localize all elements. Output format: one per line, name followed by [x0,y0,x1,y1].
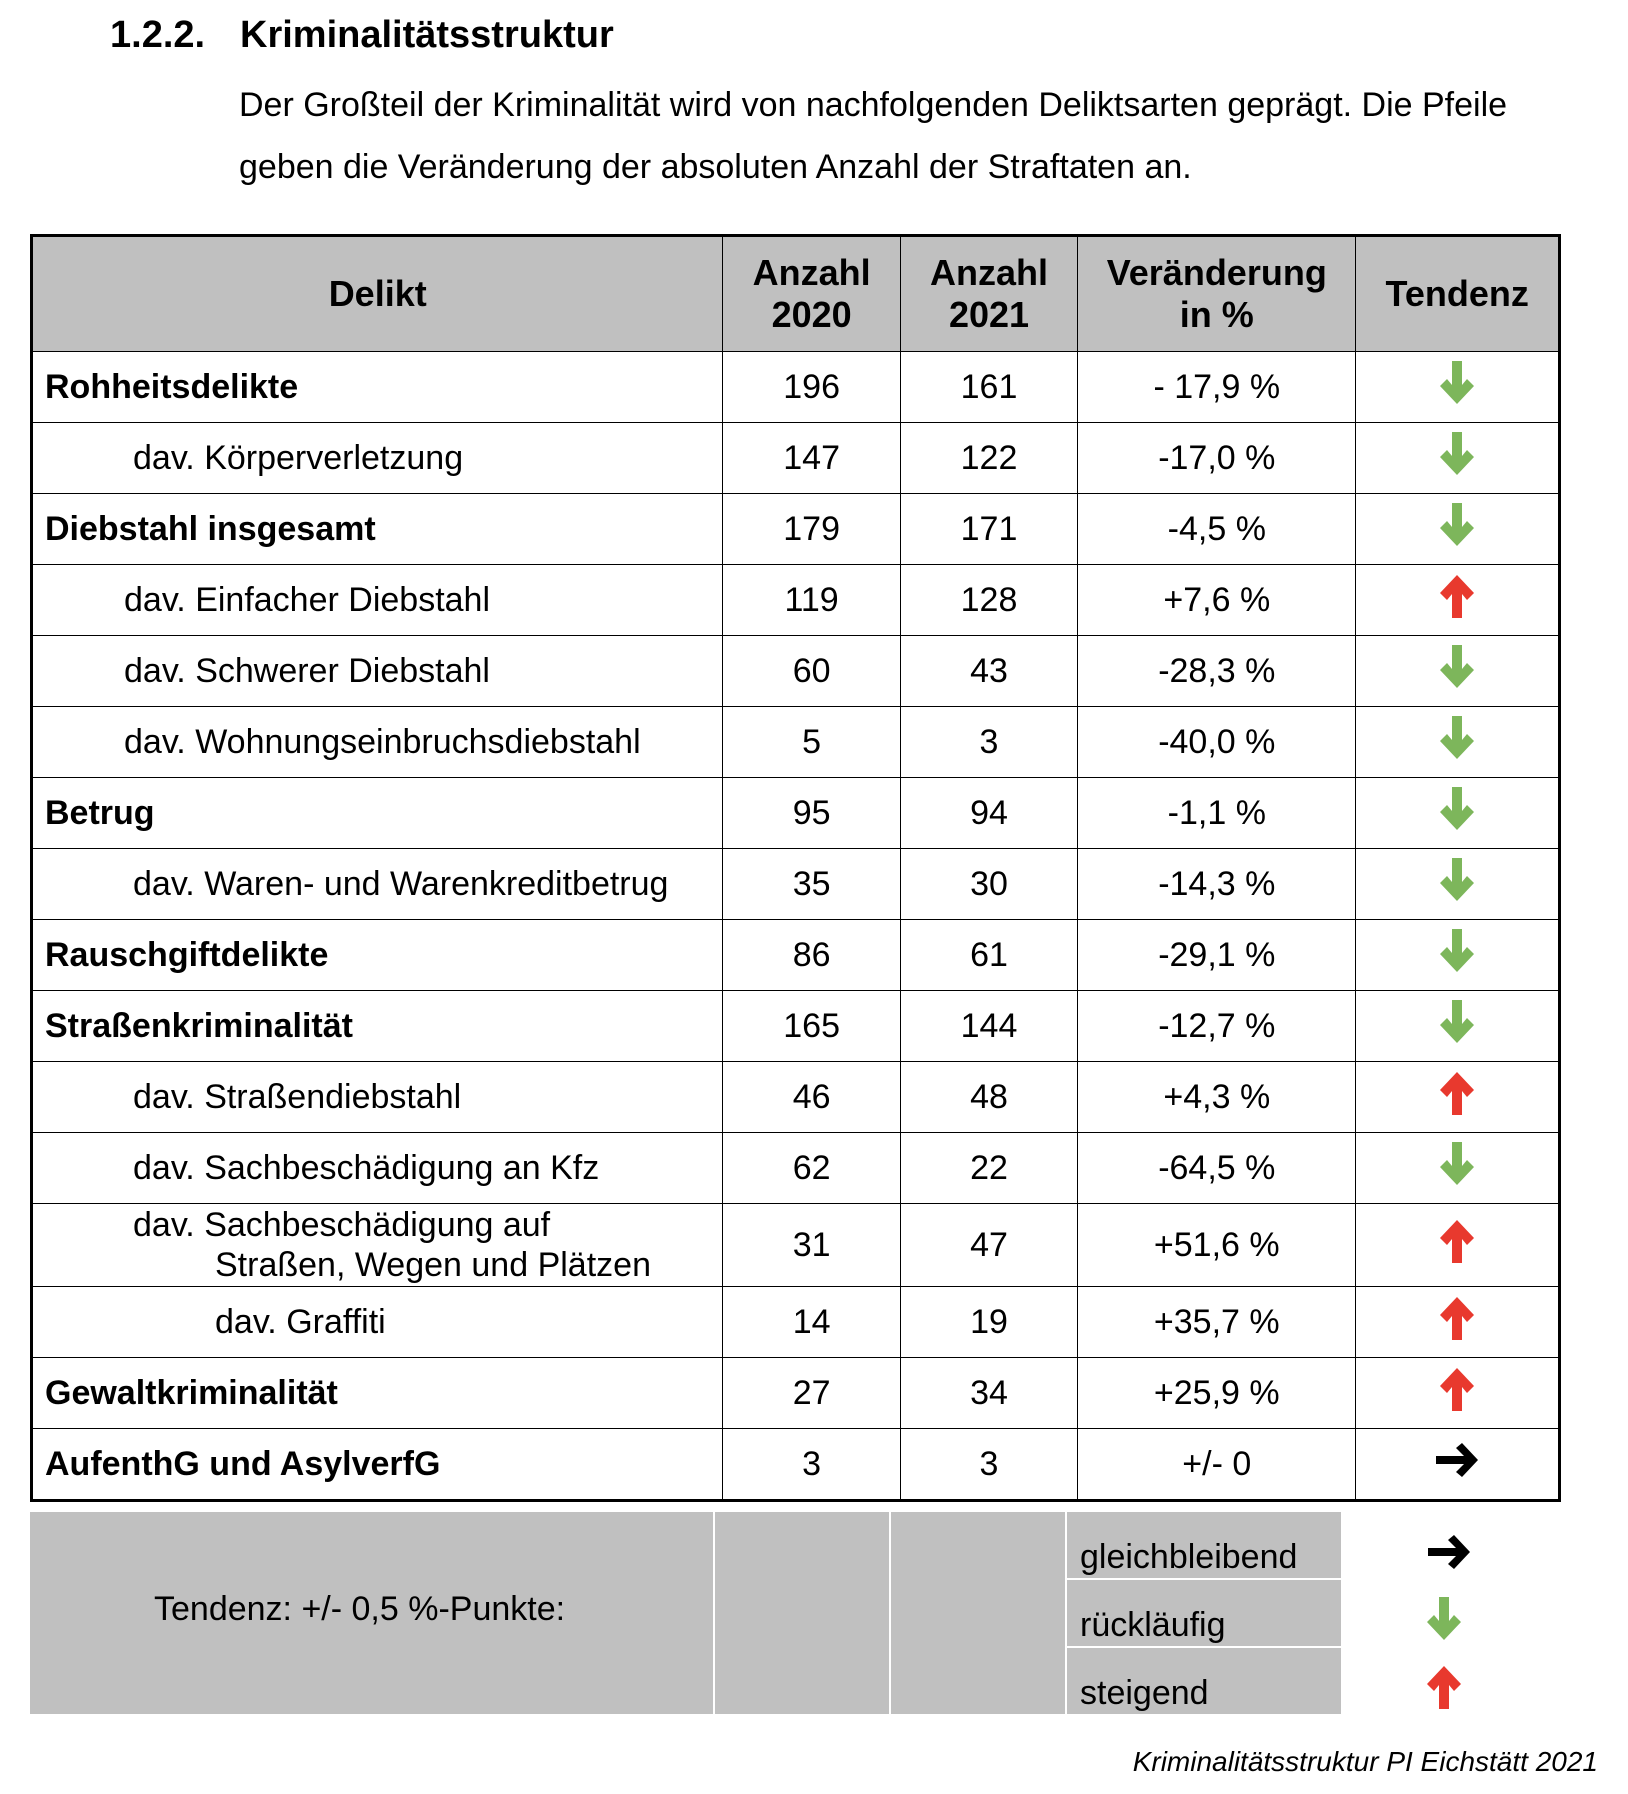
trend-cell [1356,352,1560,423]
count-2021-cell: 128 [900,565,1077,636]
change-cell: -64,5 % [1078,1133,1356,1204]
delikt-line2: Straßen, Wegen und Plätzen [215,1246,651,1284]
table-row [32,636,1560,707]
table-row [32,1429,1560,1501]
table-row [32,778,1560,849]
arrow-down-icon [1437,358,1477,417]
delikt-cell: Rauschgiftdelikte [32,920,723,991]
change-cell: +7,6 % [1078,565,1356,636]
count-2020-cell: 86 [723,920,900,991]
arrow-down-icon [1437,642,1477,701]
arrow-down-icon [1437,500,1477,559]
arrow-down-icon [1437,429,1477,488]
count-2021-cell: 171 [900,494,1077,565]
delikt-cell: dav. Körperverletzung [32,423,723,494]
table-row [32,352,1560,423]
count-2020-cell: 60 [723,636,900,707]
section-number: 1.2.2. [110,14,206,56]
legend-label-down: rückläufig [1080,1606,1226,1644]
change-cell: +4,3 % [1078,1062,1356,1133]
count-2020-cell: 196 [723,352,900,423]
arrow-down-icon [1437,855,1477,914]
table-header-row [32,236,1560,352]
arrow-down-icon [1424,1594,1464,1649]
trend-cell [1356,1133,1560,1204]
section-title: Kriminalitätsstruktur [240,14,614,56]
count-2021-cell: 3 [900,707,1077,778]
trend-cell [1356,849,1560,920]
count-2020-cell: 165 [723,991,900,1062]
count-2021-cell: 47 [900,1204,1077,1287]
trend-cell [1356,423,1560,494]
count-2021-cell: 22 [900,1133,1077,1204]
header-delikt: Delikt [32,236,723,352]
change-cell: -12,7 % [1078,991,1356,1062]
arrow-right-icon [1432,1440,1482,1489]
count-2021-cell: 48 [900,1062,1077,1133]
count-2020-cell: 46 [723,1062,900,1133]
delikt-cell: AufenthG und AsylverfG [32,1429,723,1501]
trend-legend [30,1512,1361,1714]
trend-cell [1356,920,1560,991]
count-2021-cell: 43 [900,636,1077,707]
count-2020-cell: 3 [723,1429,900,1501]
delikt-cell: Straßenkriminalität [32,991,723,1062]
change-cell: -28,3 % [1078,636,1356,707]
arrow-up-icon [1437,1293,1477,1352]
arrow-up-icon [1437,1068,1477,1127]
section-heading [110,14,614,57]
count-2021-cell: 30 [900,849,1077,920]
arrow-up-icon [1437,1364,1477,1423]
change-cell: - 17,9 % [1078,352,1356,423]
delikt-cell [32,1204,723,1287]
legend-label-up: steigend [1080,1674,1209,1712]
table-row [32,494,1560,565]
table-row [32,1133,1560,1204]
delikt-cell: dav. Waren- und Warenkreditbetrug [32,849,723,920]
arrow-down-icon [1437,784,1477,843]
table-row [32,565,1560,636]
arrow-down-icon [1437,1139,1477,1198]
delikt-cell: dav. Graffiti [32,1287,723,1358]
count-2020-cell: 119 [723,565,900,636]
trend-cell [1356,494,1560,565]
count-2021-cell: 122 [900,423,1077,494]
trend-cell [1356,1358,1560,1429]
delikt-cell: dav. Schwerer Diebstahl [32,636,723,707]
change-cell: -29,1 % [1078,920,1356,991]
count-2020-cell: 27 [723,1358,900,1429]
trend-cell [1356,778,1560,849]
delikt-cell: Gewaltkriminalität [32,1358,723,1429]
table-row [32,1062,1560,1133]
change-cell: -1,1 % [1078,778,1356,849]
header-anzahl-2021: Anzahl 2021 [900,236,1077,352]
count-2021-cell: 144 [900,991,1077,1062]
trend-cell [1356,1204,1560,1287]
legend-label-flat: gleichbleibend [1080,1538,1298,1576]
count-2021-cell: 94 [900,778,1077,849]
change-cell: +25,9 % [1078,1358,1356,1429]
count-2021-cell: 34 [900,1358,1077,1429]
count-2021-cell: 19 [900,1287,1077,1358]
crime-structure-table [30,234,1561,1502]
arrow-down-icon [1437,997,1477,1056]
header-veraenderung: Veränderung in % [1078,236,1356,352]
header-anzahl-2020: Anzahl 2020 [723,236,900,352]
table-row [32,1287,1560,1358]
intro-paragraph-line2: geben die Veränderung der absoluten Anzahl der Straftaten an. [239,148,1192,186]
arrow-up-icon [1424,1662,1464,1717]
count-2020-cell: 179 [723,494,900,565]
count-2020-cell: 31 [723,1204,900,1287]
table-row [32,991,1560,1062]
trend-cell [1356,1062,1560,1133]
header-tendenz: Tendenz [1356,236,1560,352]
change-cell: -14,3 % [1078,849,1356,920]
count-2020-cell: 14 [723,1287,900,1358]
change-cell: -40,0 % [1078,707,1356,778]
table-row [32,707,1560,778]
table-row [32,920,1560,991]
count-2020-cell: 147 [723,423,900,494]
change-cell: -4,5 % [1078,494,1356,565]
intro-paragraph-line1: Der Großteil der Kriminalität wird von nachfolgenden Deliktsarten geprägt. Die Pfeile [239,86,1508,124]
count-2021-cell: 61 [900,920,1077,991]
trend-cell [1356,707,1560,778]
change-cell: +51,6 % [1078,1204,1356,1287]
trend-cell [1356,565,1560,636]
arrow-right-icon [1424,1532,1474,1577]
change-cell: +35,7 % [1078,1287,1356,1358]
table-row [32,1204,1560,1287]
trend-cell [1356,1287,1560,1358]
change-cell: +/- 0 [1078,1429,1356,1501]
legend-spacer-block [891,1512,1065,1714]
page-footer: Kriminalitätsstruktur PI Eichstätt 2021 [1132,1746,1598,1777]
table-row [32,849,1560,920]
count-2020-cell: 62 [723,1133,900,1204]
delikt-cell: dav. Wohnungseinbruchsdiebstahl [32,707,723,778]
count-2020-cell: 95 [723,778,900,849]
count-2020-cell: 5 [723,707,900,778]
delikt-cell: Rohheitsdelikte [32,352,723,423]
arrow-up-icon [1437,571,1477,630]
count-2021-cell: 3 [900,1429,1077,1501]
table-row [32,423,1560,494]
arrow-down-icon [1437,926,1477,985]
delikt-cell: dav. Einfacher Diebstahl [32,565,723,636]
legend-caption: Tendenz: +/- 0,5 %-Punkte: [154,1590,566,1628]
arrow-up-icon [1437,1216,1477,1275]
count-2021-cell: 161 [900,352,1077,423]
count-2020-cell: 35 [723,849,900,920]
table-row [32,1358,1560,1429]
trend-cell [1356,1429,1560,1501]
trend-cell [1356,991,1560,1062]
arrow-down-icon [1437,713,1477,772]
delikt-cell: dav. Sachbeschädigung an Kfz [32,1133,723,1204]
delikt-line1: dav. Sachbeschädigung auf [133,1206,551,1244]
delikt-cell: Diebstahl insgesamt [32,494,723,565]
delikt-cell: dav. Straßendiebstahl [32,1062,723,1133]
trend-cell [1356,636,1560,707]
delikt-cell: Betrug [32,778,723,849]
legend-spacer-block [715,1512,889,1714]
change-cell: -17,0 % [1078,423,1356,494]
